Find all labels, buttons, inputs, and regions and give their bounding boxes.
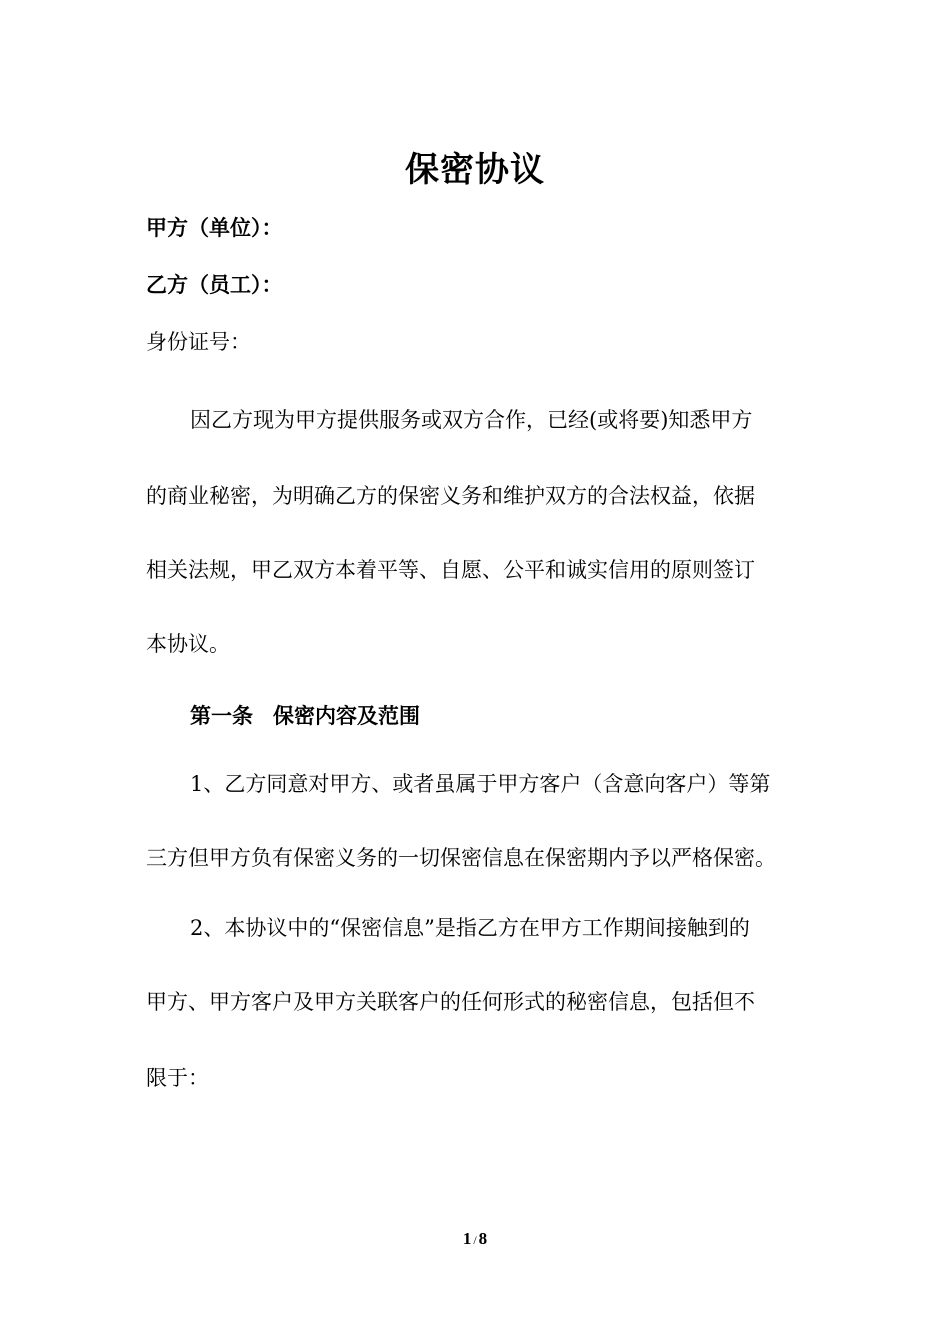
intro-line: 因乙方现为甲方提供服务或双方合作，已经(或将要)知悉甲方 <box>190 408 753 432</box>
page-separator: / <box>473 1233 477 1247</box>
intro-line: 相关法规，甲乙双方本着平等、自愿、公平和诚实信用的原则签订 <box>146 558 755 582</box>
current-page: 1 <box>462 1229 472 1248</box>
clause-1-line: 三方但甲方负有保密义务的一切保密信息在保密期内予以严格保密。 <box>146 846 776 870</box>
clause-1-line: 1、乙方同意对甲方、或者虽属于甲方客户（含意向客户）等第 <box>190 772 771 796</box>
clause-2-line: 限于： <box>146 1066 209 1090</box>
total-pages: 8 <box>478 1229 488 1248</box>
page-number <box>0 1228 950 1251</box>
intro-line: 的商业秘密，为明确乙方的保密义务和维护双方的合法权益，依据 <box>146 484 755 508</box>
document-title: 保密协议 <box>405 150 545 190</box>
id-number-label: 身份证号： <box>146 330 251 354</box>
party-a-label: 甲方（单位）： <box>146 215 283 240</box>
clause-2-line: 2、本协议中的“保密信息”是指乙方在甲方工作期间接触到的 <box>190 916 750 940</box>
party-b-label: 乙方（员工）： <box>146 272 283 297</box>
clause-2-line: 甲方、甲方客户及甲方关联客户的任何形式的秘密信息，包括但不 <box>146 990 755 1014</box>
article-1-number: 第一条 <box>190 703 253 728</box>
article-1-heading <box>190 701 420 731</box>
article-1-title: 保密内容及范围 <box>273 703 420 728</box>
intro-line: 本协议。 <box>146 632 230 656</box>
